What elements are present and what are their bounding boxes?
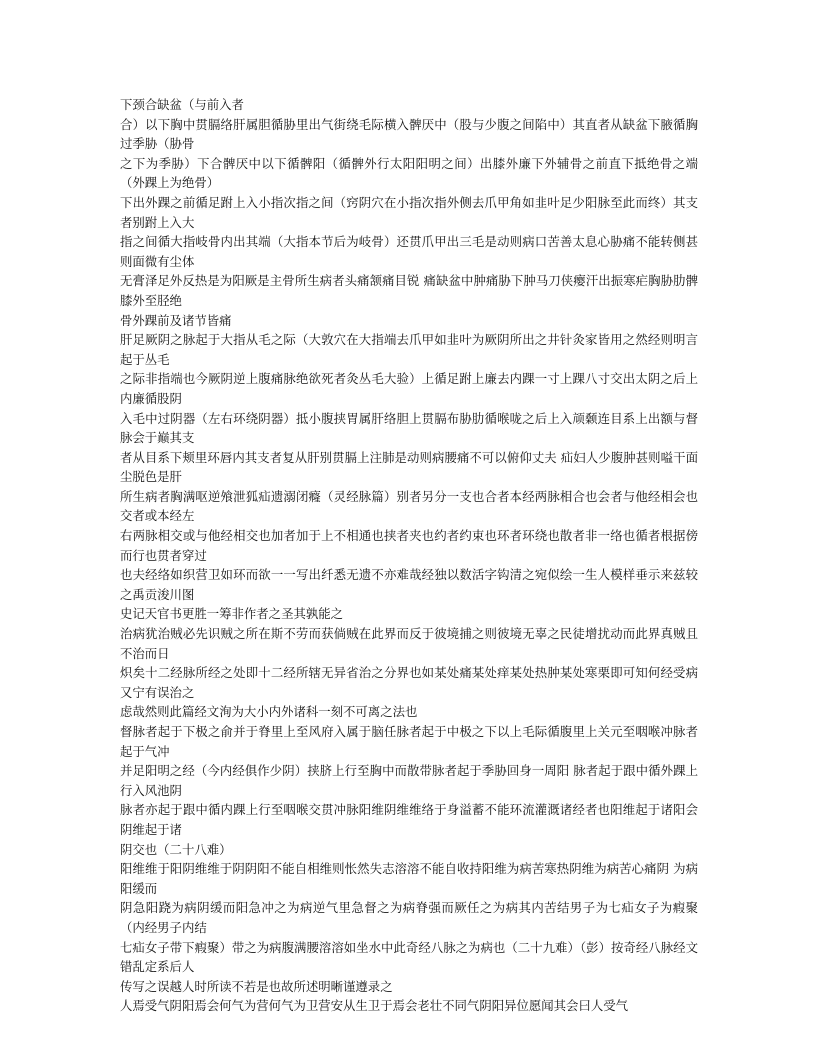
text-line: 骨外踝前及诸节皆痛 xyxy=(120,312,232,328)
text-line: 阴交也（二十八难） xyxy=(120,841,232,857)
text-line: 所生病者胸满呕逆飧泄狐疝遗溺闭癃（灵经脉篇）别者另分一支也合者本经两脉相合也会者与他经相会也交者或本经左 xyxy=(120,488,698,524)
text-line: 肝足厥阴之脉起于大指从毛之际（大敦穴在大指端去爪甲如韭叶为厥阴所出之井针灸家皆用之然经则明言起于丛毛 xyxy=(120,332,698,367)
text-line: 脉者亦起于跟中循内踝上行至咽喉交贯冲脉阳维阴维维络于身溢蓄不能环流灌溉诸经者也阳维起于诸阳会阴维起于诸 xyxy=(120,802,698,837)
text-line: 者从目系下颊里环唇内其支者复从肝别贯膈上注肺是动则病腰痛不可以俯仰丈夫 疝妇人少腹肿甚则嗌干面尘脱色是肝 xyxy=(120,449,698,485)
text-line: 七疝女子带下瘕聚）带之为病腹满腰溶溶如坐水中此奇经八脉之为病也（二十九难）（彭）按奇经八脉经文错乱定系后人 xyxy=(120,939,698,975)
text-line: 虑哉然则此篇经文洵为大小内外诸科一刻不可离之法也 xyxy=(120,704,418,720)
text-line: 下颈合缺盆（与前入者 xyxy=(120,97,244,112)
text-line: 无膏泽足外反热是为阳厥是主骨所生病者头痛颔痛目锐 痛缺盆中肿痛胁下肿马刀侠瘿汗出振寒疟胸胁肋髀膝外至胫绝 xyxy=(120,273,698,308)
text-line: 人焉受气阴阳焉会何气为营何气为卫营安从生卫于焉会老壮不同气阴阳异位愿闻其会曰人受气 xyxy=(120,998,629,1014)
text-line: 史记天官书更胜一筹非作者之圣其孰能之 xyxy=(120,606,344,622)
text-line: 阴急阳跷为病阴缓而阳急冲之为病逆气里急督之为病脊强而厥任之为病其内苦结男子为七疝女子为瘕聚（内经男子内结 xyxy=(120,900,698,935)
text-line: 之际非指端也今厥阴逆上腹痛脉绝欲死者灸丛毛大验）上循足跗上廉去内踝一寸上踝八寸交出太阴之后上 内廉循股阴 xyxy=(120,371,698,406)
text-line: 阳维维于阳阴维维于阴阴阳不能自相维则怅然失志溶溶不能自收持阳维为病苦寒热阴维为病苦心痛阴 为病阳缓而 xyxy=(120,861,698,896)
text-line: 并足阳明之经（今内经俱作少阴）挟脐上行至胸中而散带脉者起于季胁回身一周阳 脉者起于跟中循外踝上行入风池阴 xyxy=(120,763,698,798)
text-line: 炽矣十二经脉所经之处即十二经所辖无异省治之分界也如某处痛某处痒某处热肿某处寒栗即可知何经受病又宁有误治之 xyxy=(120,665,698,700)
text-line: 治病犹治贼必先识贼之所在斯不劳而获倘贼在此界而反于彼境捕之则彼境无辜之民徒增扰动而此界真贼且不治而日 xyxy=(120,626,698,661)
text-line: 合）以下胸中贯膈络肝属胆循胁里出气街绕毛际横入髀厌中（股与少腹之间陷中）其直者从缺盆下腋循胸过季胁（胁骨 xyxy=(120,116,698,152)
text-line: 指之间循大指岐骨内出其端（大指本节后为岐骨）还贯爪甲出三毛是动则病口苦善太息心胁痛不能转侧甚则面微有尘体 xyxy=(120,234,698,269)
text-line: 督脉者起于下极之俞并于脊里上至风府入属于脑任脉者起于中极之下以上毛际循腹里上关元至咽喉冲脉者起于气冲 xyxy=(120,724,698,759)
text-line: 传写之误越人时所读不若是也故所述明晰谨遵录之 xyxy=(120,978,393,994)
text-line: 入毛中过阴器（左右环绕阴器）抵小腹挟胃属肝络胆上贯膈布胁肋循喉咙之后上入颃颡连目系上出额与督脉会于巅其支 xyxy=(120,410,698,446)
text-line: 下出外踝之前循足跗上入小指次指之间（窍阴穴在小指次指外侧去爪甲角如韭叶足少阳脉至此而终）其支者别跗上入大 xyxy=(120,194,698,230)
document-page xyxy=(120,95,698,1016)
text-line: 右两脉相交或与他经相交也加者加于上不相通也挟者夹也约者约束也环者环绕也散者非一络也循者根据傍而行也贯者穿过 xyxy=(120,528,698,563)
text-line: 也夫经络如织营卫如环而欲一一写出纤悉无遗不亦难哉经独以数活字钩清之宛似绘一生人模样垂示来兹较之禹贡浚川图 xyxy=(120,567,698,602)
text-line: 之下为季胁）下合髀厌中以下循髀阳（循髀外行太阳阳明之间）出膝外廉下外辅骨之前直下抵绝骨之端（外踝上为绝骨） xyxy=(120,155,698,191)
